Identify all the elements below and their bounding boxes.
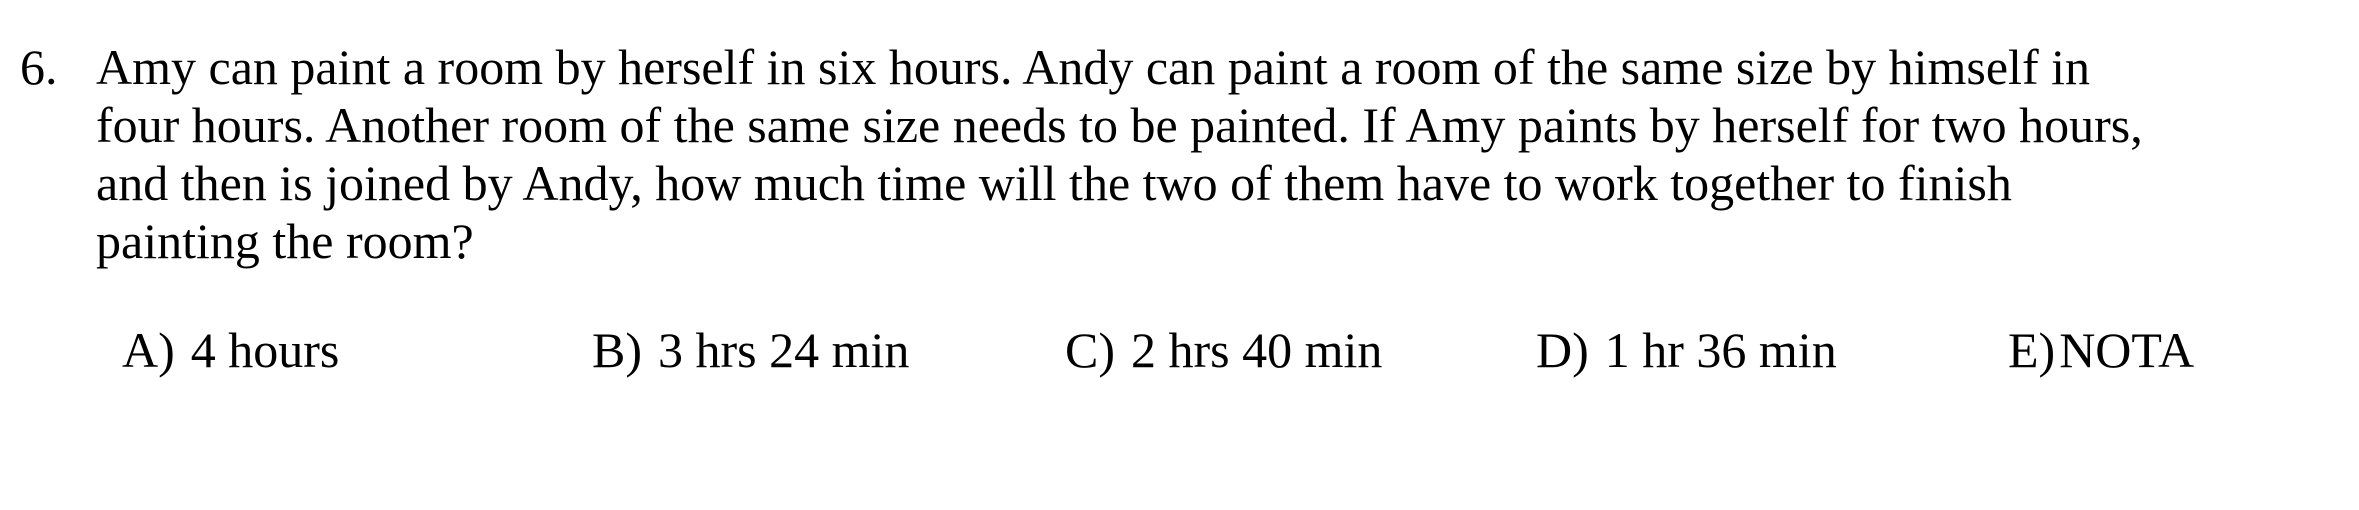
question-line: Amy can paint a room by herself in six hours. Andy can paint a room of the same size by himself in bbox=[96, 39, 2090, 95]
choice-letter: C) bbox=[1065, 322, 1115, 378]
question-line: four hours. Another room of the same size needs to be painted. If Amy paints by herself for two hours, bbox=[96, 97, 2143, 153]
choice-e[interactable] bbox=[2008, 320, 2194, 380]
answer-choices bbox=[0, 320, 2359, 390]
choice-letter: B) bbox=[592, 322, 642, 378]
question-number: 6. bbox=[20, 39, 58, 95]
choice-text: 2 hrs 40 min bbox=[1131, 322, 1383, 378]
question-line: painting the room? bbox=[96, 213, 474, 269]
choice-a[interactable] bbox=[122, 320, 339, 380]
choice-b[interactable] bbox=[592, 320, 909, 380]
question-text bbox=[96, 38, 2143, 270]
choice-c[interactable] bbox=[1065, 320, 1382, 380]
choice-text: 3 hrs 24 min bbox=[658, 322, 910, 378]
question-line: and then is joined by Andy, how much time will the two of them have to work together to finish bbox=[96, 155, 2012, 211]
choice-text: 4 hours bbox=[190, 322, 340, 378]
choice-letter: A) bbox=[122, 322, 175, 378]
choice-letter: D) bbox=[1536, 322, 1589, 378]
choice-text: 1 hr 36 min bbox=[1604, 322, 1837, 378]
choice-letter: E) bbox=[2008, 322, 2056, 378]
choice-text: NOTA bbox=[2059, 322, 2195, 378]
choice-d[interactable] bbox=[1536, 320, 1837, 380]
